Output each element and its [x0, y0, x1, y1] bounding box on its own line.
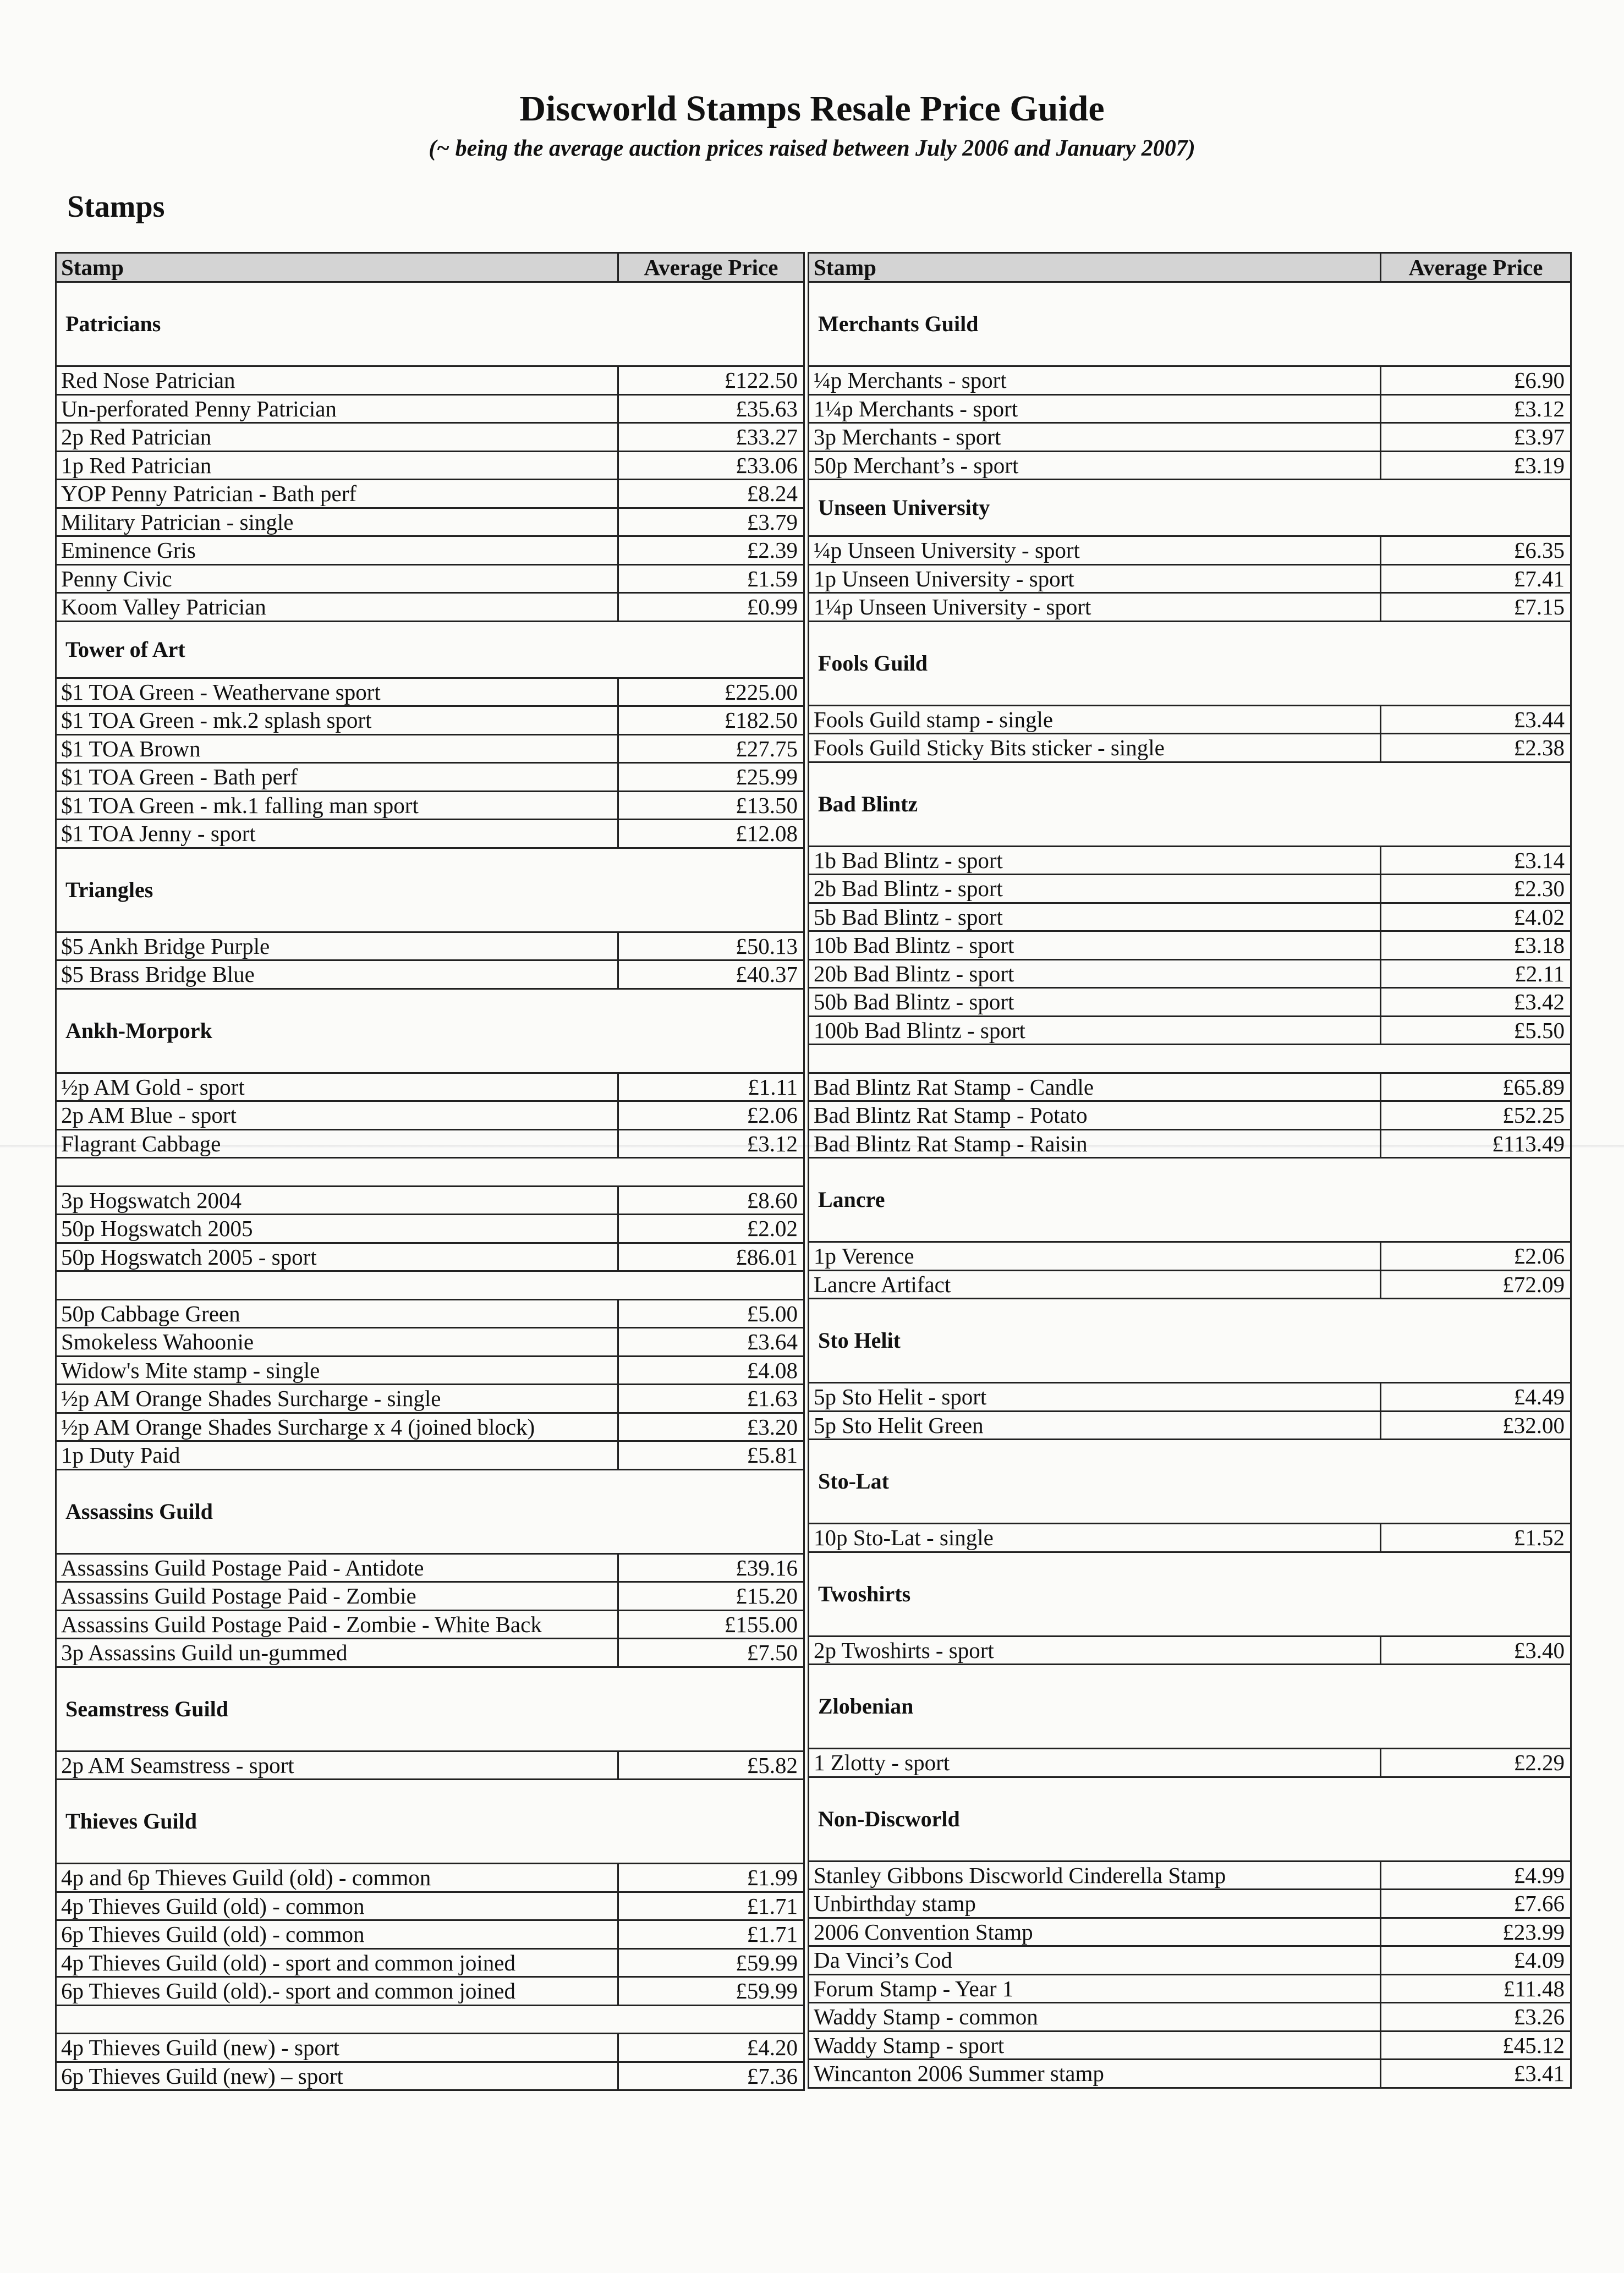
- table-row: [809, 1524, 1571, 1552]
- stamp-name: 1b Bad Blintz - sport: [809, 846, 1381, 875]
- stamp-name: 50b Bad Blintz - sport: [809, 988, 1381, 1017]
- table-row: [809, 1101, 1571, 1130]
- average-price: £45.12: [1381, 2031, 1571, 2060]
- average-price: £3.12: [618, 1129, 804, 1158]
- stamp-name: 1p Unseen University - sport: [809, 564, 1381, 593]
- stamp-name: 10b Bad Blintz - sport: [809, 931, 1381, 960]
- table-row: [56, 1977, 804, 2006]
- average-price: £4.99: [1381, 1861, 1571, 1890]
- stamp-name: 20b Bad Blintz - sport: [809, 959, 1381, 988]
- average-price: £40.37: [618, 960, 804, 989]
- average-price: £3.64: [618, 1328, 804, 1357]
- stamp-name: 6p Thieves Guild (new) – sport: [56, 2062, 618, 2090]
- stamp-name: 1¼p Unseen University - sport: [809, 593, 1381, 622]
- table-row: [809, 1974, 1571, 2003]
- table-row: [56, 394, 804, 423]
- average-price: £12.08: [618, 820, 804, 848]
- average-price: £4.49: [1381, 1383, 1571, 1412]
- group-heading-row: [809, 1440, 1571, 1524]
- group-heading-row: [56, 989, 804, 1073]
- table-row: [56, 678, 804, 706]
- table-row: [56, 1639, 804, 1667]
- stamp-name: Bad Blintz Rat Stamp - Candle: [809, 1073, 1381, 1101]
- stamp-name: $1 TOA Brown: [56, 734, 618, 763]
- average-price: £11.48: [1381, 1974, 1571, 2003]
- table-row: [809, 1861, 1571, 1890]
- table-row: [809, 1946, 1571, 1975]
- average-price: £7.36: [618, 2062, 804, 2090]
- stamp-name: $1 TOA Jenny - sport: [56, 820, 618, 848]
- average-price: £7.66: [1381, 1890, 1571, 1918]
- stamp-name: Assassins Guild Postage Paid - Zombie - White Back: [56, 1610, 618, 1639]
- stamp-name: Waddy Stamp - sport: [809, 2031, 1381, 2060]
- table-row: [809, 1242, 1571, 1271]
- average-price: £3.79: [618, 508, 804, 536]
- average-price: £0.99: [618, 593, 804, 622]
- average-price: £33.06: [618, 451, 804, 480]
- stamp-name: 2p AM Blue - sport: [56, 1101, 618, 1130]
- average-price: £2.11: [1381, 959, 1571, 988]
- stamp-name: ½p AM Gold - sport: [56, 1073, 618, 1101]
- price-column-header: Average Price: [618, 253, 804, 282]
- average-price: £6.35: [1381, 536, 1571, 565]
- stamp-name: ¼p Unseen University - sport: [809, 536, 1381, 565]
- stamp-name: Koom Valley Patrician: [56, 593, 618, 622]
- table-row: [809, 988, 1571, 1017]
- table-row: [809, 536, 1571, 565]
- stamp-name: 5p Sto Helit - sport: [809, 1383, 1381, 1412]
- average-price: £2.30: [1381, 875, 1571, 903]
- blank-cell: [56, 1158, 804, 1187]
- stamp-column-header: Stamp: [56, 253, 618, 282]
- table-row: [56, 451, 804, 480]
- table-row: [56, 763, 804, 792]
- average-price: £8.24: [618, 480, 804, 508]
- average-price: £122.50: [618, 366, 804, 395]
- average-price: £3.41: [1381, 2060, 1571, 2088]
- average-price: £86.01: [618, 1243, 804, 1271]
- stamp-name: 6p Thieves Guild (old) - common: [56, 1920, 618, 1949]
- table-row: [56, 536, 804, 565]
- table-row: [56, 1892, 804, 1920]
- stamp-name: Smokeless Wahoonie: [56, 1328, 618, 1357]
- stamp-name: $5 Brass Bridge Blue: [56, 960, 618, 989]
- table-row: [56, 1920, 804, 1949]
- table-row: [56, 1101, 804, 1130]
- average-price: £8.60: [618, 1186, 804, 1215]
- table-row: [56, 1299, 804, 1328]
- average-price: £1.71: [618, 1892, 804, 1920]
- table-row: [809, 1073, 1571, 1101]
- section-heading: Stamps: [67, 190, 165, 224]
- average-price: £5.50: [1381, 1016, 1571, 1045]
- stamp-name: 3p Hogswatch 2004: [56, 1186, 618, 1215]
- group-heading-row: [809, 1777, 1571, 1861]
- average-price: £15.20: [618, 1582, 804, 1611]
- group-heading: Lancre: [809, 1158, 1571, 1242]
- average-price: £72.09: [1381, 1270, 1571, 1299]
- stamp-name: 10p Sto-Lat - single: [809, 1524, 1381, 1552]
- group-heading: Seamstress Guild: [56, 1667, 804, 1751]
- table-row: [809, 1016, 1571, 1045]
- stamp-name: ½p AM Orange Shades Surcharge x 4 (joined block): [56, 1413, 618, 1441]
- document-title: Discworld Stamps Resale Price Guide: [519, 89, 1105, 129]
- table-row: [56, 1215, 804, 1243]
- price-column-header: Average Price: [1381, 253, 1571, 282]
- table-row: [56, 366, 804, 395]
- table-row: [809, 366, 1571, 395]
- group-heading-row: [809, 1665, 1571, 1749]
- average-price: £2.29: [1381, 1749, 1571, 1777]
- stamp-name: 1 Zlotty - sport: [809, 1749, 1381, 1777]
- table-row: [56, 1385, 804, 1413]
- average-price: £59.99: [618, 1977, 804, 2006]
- average-price: £65.89: [1381, 1073, 1571, 1101]
- table-row: [56, 932, 804, 960]
- group-heading: Assassins Guild: [56, 1469, 804, 1553]
- stamp-name: Red Nose Patrician: [56, 366, 618, 395]
- table-row: [809, 593, 1571, 622]
- stamp-name: 4p Thieves Guild (old) - sport and common joined: [56, 1948, 618, 1977]
- price-table-right-body: [809, 282, 1571, 2088]
- average-price: £3.20: [618, 1413, 804, 1441]
- stamp-column-header: Stamp: [809, 253, 1381, 282]
- stamp-name: 5b Bad Blintz - sport: [809, 903, 1381, 931]
- table-row: [56, 1413, 804, 1441]
- average-price: £5.00: [618, 1299, 804, 1328]
- group-heading: Patricians: [56, 282, 804, 366]
- stamp-name: 50p Hogswatch 2005: [56, 1215, 618, 1243]
- average-price: £2.39: [618, 536, 804, 565]
- stamp-name: Un-perforated Penny Patrician: [56, 394, 618, 423]
- stamp-name: 2006 Convention Stamp: [809, 1918, 1381, 1946]
- stamp-name: 50p Hogswatch 2005 - sport: [56, 1243, 618, 1271]
- table-row: [56, 1073, 804, 1101]
- stamp-name: Assassins Guild Postage Paid - Zombie: [56, 1582, 618, 1611]
- stamp-name: $1 TOA Green - Bath perf: [56, 763, 618, 792]
- stamp-name: Assassins Guild Postage Paid - Antidote: [56, 1553, 618, 1582]
- average-price: £3.14: [1381, 846, 1571, 875]
- table-row: [56, 2034, 804, 2062]
- table-row: [56, 1948, 804, 1977]
- stamp-name: $1 TOA Green - mk.1 falling man sport: [56, 791, 618, 820]
- table-row: [56, 1441, 804, 1470]
- table-row: [809, 959, 1571, 988]
- table-row: [56, 1582, 804, 1611]
- table-row: [56, 1751, 804, 1780]
- table-row: [809, 1383, 1571, 1412]
- average-price: £2.02: [618, 1215, 804, 1243]
- average-price: £225.00: [618, 678, 804, 706]
- average-price: £1.99: [618, 1864, 804, 1892]
- stamp-name: 3p Merchants - sport: [809, 423, 1381, 452]
- stamp-name: 6p Thieves Guild (old).- sport and common joined: [56, 1977, 618, 2006]
- table-row: [56, 734, 804, 763]
- stamp-name: 3p Assassins Guild un-gummed: [56, 1639, 618, 1667]
- table-row: [56, 423, 804, 452]
- blank-row: [56, 2005, 804, 2034]
- document-subtitle: (~ being the average auction prices raised between July 2006 and January 2007): [429, 136, 1195, 161]
- blank-cell: [56, 1271, 804, 1300]
- table-row: [56, 508, 804, 536]
- table-header-row: [56, 253, 804, 282]
- group-heading-row: [56, 1667, 804, 1751]
- table-row: [56, 1186, 804, 1215]
- table-row: [56, 1328, 804, 1357]
- stamp-name: Lancre Artifact: [809, 1270, 1381, 1299]
- blank-cell: [809, 1045, 1571, 1073]
- stamp-name: Eminence Gris: [56, 536, 618, 565]
- average-price: £32.00: [1381, 1411, 1571, 1440]
- table-row: [809, 2060, 1571, 2088]
- group-heading: Zlobenian: [809, 1665, 1571, 1749]
- average-price: £113.49: [1381, 1129, 1571, 1158]
- average-price: £3.12: [1381, 394, 1571, 423]
- stamp-name: Flagrant Cabbage: [56, 1129, 618, 1158]
- stamp-name: 100b Bad Blintz - sport: [809, 1016, 1381, 1045]
- stamp-name: Fools Guild Sticky Bits sticker - single: [809, 734, 1381, 762]
- average-price: £3.26: [1381, 2003, 1571, 2032]
- price-table-left-body: [56, 282, 804, 2090]
- average-price: £25.99: [618, 763, 804, 792]
- stamp-name: 2p AM Seamstress - sport: [56, 1751, 618, 1780]
- price-table-left: [55, 252, 805, 2091]
- group-heading: Merchants Guild: [809, 282, 1571, 366]
- average-price: £35.63: [618, 394, 804, 423]
- average-price: £4.02: [1381, 903, 1571, 931]
- stamp-name: 50p Cabbage Green: [56, 1299, 618, 1328]
- stamp-name: ½p AM Orange Shades Surcharge - single: [56, 1385, 618, 1413]
- stamp-name: Bad Blintz Rat Stamp - Potato: [809, 1101, 1381, 1130]
- average-price: £7.41: [1381, 564, 1571, 593]
- stamp-name: 2p Red Patrician: [56, 423, 618, 452]
- table-row: [809, 2031, 1571, 2060]
- stamp-name: Da Vinci’s Cod: [809, 1946, 1381, 1975]
- average-price: £13.50: [618, 791, 804, 820]
- stamp-name: Unbirthday stamp: [809, 1890, 1381, 1918]
- average-price: £2.06: [1381, 1242, 1571, 1271]
- average-price: £1.71: [618, 1920, 804, 1949]
- table-row: [56, 480, 804, 508]
- group-heading: Unseen University: [809, 480, 1571, 536]
- table-header-row: [809, 253, 1571, 282]
- average-price: £1.11: [618, 1073, 804, 1101]
- group-heading-row: [809, 762, 1571, 846]
- average-price: £6.90: [1381, 366, 1571, 395]
- table-row: [809, 1918, 1571, 1946]
- average-price: £33.27: [618, 423, 804, 452]
- table-row: [809, 451, 1571, 480]
- table-row: [809, 1270, 1571, 1299]
- average-price: £4.20: [618, 2034, 804, 2062]
- group-heading-row: [809, 1299, 1571, 1383]
- group-heading: Sto Helit: [809, 1299, 1571, 1383]
- table-row: [809, 903, 1571, 931]
- stamp-name: Military Patrician - single: [56, 508, 618, 536]
- average-price: £2.06: [618, 1101, 804, 1130]
- stamp-name: $5 Ankh Bridge Purple: [56, 932, 618, 960]
- group-heading-row: [809, 480, 1571, 536]
- average-price: £2.38: [1381, 734, 1571, 762]
- table-row: [809, 875, 1571, 903]
- average-price: £27.75: [618, 734, 804, 763]
- stamp-name: Widow's Mite stamp - single: [56, 1356, 618, 1385]
- average-price: £23.99: [1381, 1918, 1571, 1946]
- stamp-name: ¼p Merchants - sport: [809, 366, 1381, 395]
- stamp-name: Forum Stamp - Year 1: [809, 1974, 1381, 2003]
- group-heading-row: [809, 621, 1571, 705]
- table-row: [56, 593, 804, 622]
- stamp-name: Wincanton 2006 Summer stamp: [809, 2060, 1381, 2088]
- table-row: [809, 846, 1571, 875]
- blank-row: [56, 1271, 804, 1300]
- group-heading-row: [809, 1158, 1571, 1242]
- stamp-name: $1 TOA Green - Weathervane sport: [56, 678, 618, 706]
- table-row: [809, 394, 1571, 423]
- average-price: £182.50: [618, 706, 804, 735]
- stamp-name: 4p and 6p Thieves Guild (old) - common: [56, 1864, 618, 1892]
- stamp-name: Waddy Stamp - common: [809, 2003, 1381, 2032]
- stamp-name: YOP Penny Patrician - Bath perf: [56, 480, 618, 508]
- average-price: £7.50: [618, 1639, 804, 1667]
- table-row: [56, 706, 804, 735]
- average-price: £3.42: [1381, 988, 1571, 1017]
- table-row: [56, 1610, 804, 1639]
- average-price: £1.52: [1381, 1524, 1571, 1552]
- group-heading-row: [56, 282, 804, 366]
- stamp-name: $1 TOA Green - mk.2 splash sport: [56, 706, 618, 735]
- average-price: £7.15: [1381, 593, 1571, 622]
- table-row: [56, 1864, 804, 1892]
- table-row: [809, 705, 1571, 734]
- stamp-name: 1¼p Merchants - sport: [809, 394, 1381, 423]
- blank-row: [56, 1158, 804, 1187]
- table-row: [56, 1356, 804, 1385]
- stamp-name: Bad Blintz Rat Stamp - Raisin: [809, 1129, 1381, 1158]
- group-heading: Thieves Guild: [56, 1780, 804, 1864]
- group-heading: Fools Guild: [809, 621, 1571, 705]
- blank-row: [809, 1045, 1571, 1073]
- table-row: [809, 2003, 1571, 2032]
- average-price: £3.19: [1381, 451, 1571, 480]
- average-price: £155.00: [618, 1610, 804, 1639]
- table-row: [56, 1243, 804, 1271]
- stamp-name: 2b Bad Blintz - sport: [809, 875, 1381, 903]
- group-heading: Bad Blintz: [809, 762, 1571, 846]
- table-row: [56, 564, 804, 593]
- table-row: [56, 1553, 804, 1582]
- stamp-name: 50p Merchant’s - sport: [809, 451, 1381, 480]
- average-price: £50.13: [618, 932, 804, 960]
- stamp-name: 4p Thieves Guild (new) - sport: [56, 2034, 618, 2062]
- blank-cell: [56, 2005, 804, 2034]
- average-price: £1.59: [618, 564, 804, 593]
- stamp-name: 2p Twoshirts - sport: [809, 1636, 1381, 1665]
- stamp-name: Penny Civic: [56, 564, 618, 593]
- stamp-name: 1p Red Patrician: [56, 451, 618, 480]
- stamp-name: Fools Guild stamp - single: [809, 705, 1381, 734]
- group-heading-row: [56, 621, 804, 678]
- table-row: [809, 1636, 1571, 1665]
- average-price: £39.16: [618, 1553, 804, 1582]
- group-heading-row: [809, 1552, 1571, 1636]
- group-heading: Tower of Art: [56, 621, 804, 678]
- stamp-name: 4p Thieves Guild (old) - common: [56, 1892, 618, 1920]
- stamp-name: 1p Verence: [809, 1242, 1381, 1271]
- table-row: [56, 2062, 804, 2090]
- table-row: [809, 734, 1571, 762]
- group-heading: Triangles: [56, 848, 804, 932]
- group-heading: Twoshirts: [809, 1552, 1571, 1636]
- group-heading: Ankh-Morpork: [56, 989, 804, 1073]
- table-row: [809, 931, 1571, 960]
- group-heading: Non-Discworld: [809, 1777, 1571, 1861]
- group-heading: Sto-Lat: [809, 1440, 1571, 1524]
- average-price: £5.81: [618, 1441, 804, 1470]
- table-row: [809, 564, 1571, 593]
- average-price: £3.18: [1381, 931, 1571, 960]
- table-row: [56, 820, 804, 848]
- average-price: £4.08: [618, 1356, 804, 1385]
- stamp-name: 1p Duty Paid: [56, 1441, 618, 1470]
- stamp-name: Stanley Gibbons Discworld Cinderella Stamp: [809, 1861, 1381, 1890]
- group-heading-row: [56, 1469, 804, 1553]
- average-price: £3.44: [1381, 705, 1571, 734]
- average-price: £1.63: [618, 1385, 804, 1413]
- stamp-name: 5p Sto Helit Green: [809, 1411, 1381, 1440]
- group-heading-row: [56, 1780, 804, 1864]
- table-row: [56, 960, 804, 989]
- average-price: £5.82: [618, 1751, 804, 1780]
- group-heading-row: [809, 282, 1571, 366]
- price-table-right: [808, 252, 1572, 2089]
- group-heading-row: [56, 848, 804, 932]
- table-row: [809, 1411, 1571, 1440]
- average-price: £4.09: [1381, 1946, 1571, 1975]
- average-price: £52.25: [1381, 1101, 1571, 1130]
- table-row: [809, 1749, 1571, 1777]
- table-row: [56, 1129, 804, 1158]
- table-row: [809, 1890, 1571, 1918]
- average-price: £3.97: [1381, 423, 1571, 452]
- table-row: [809, 1129, 1571, 1158]
- table-row: [809, 423, 1571, 452]
- average-price: £3.40: [1381, 1636, 1571, 1665]
- table-row: [56, 791, 804, 820]
- average-price: £59.99: [618, 1948, 804, 1977]
